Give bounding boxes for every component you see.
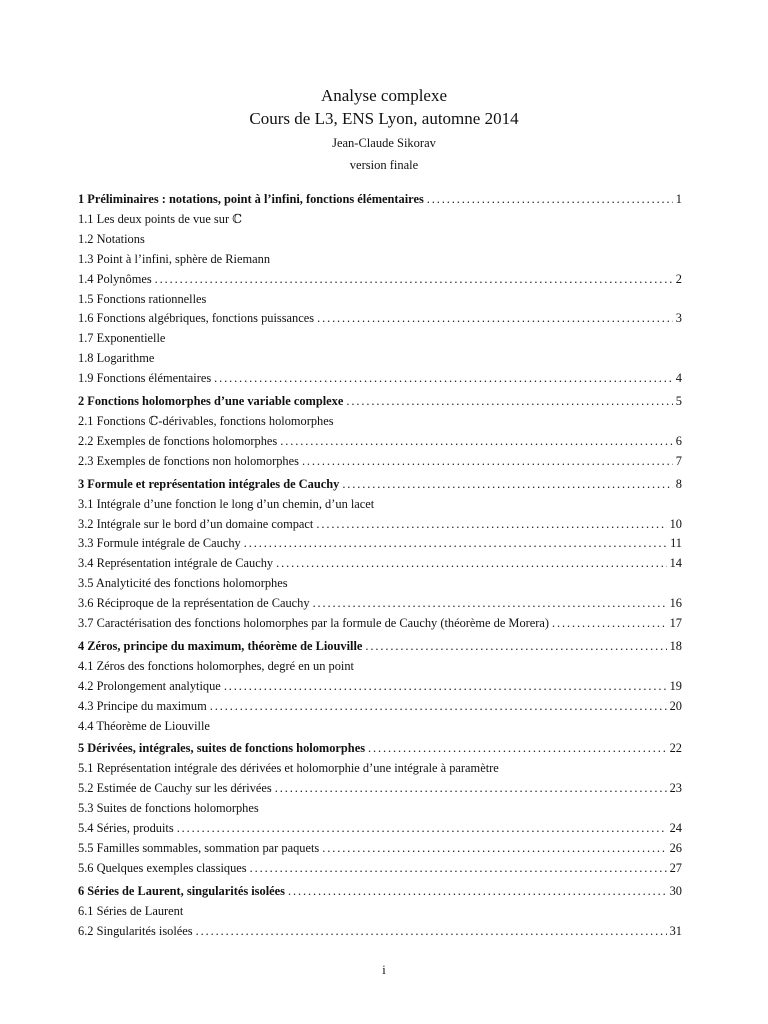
toc-section-entry[interactable] [78,432,682,452]
toc-entry-title: 2.1 Fonctions ℂ-dérivables, fonctions holomorphes [78,413,334,428]
toc-entry-title: 3.2 Intégrale sur le bord d’un domaine compact [78,516,314,531]
toc-leader-dots [275,779,667,799]
toc-section-entry[interactable] [78,717,682,737]
toc-entry-title: 6.1 Séries de Laurent [78,903,184,918]
toc-leader-dots [196,922,667,942]
toc-section-entry[interactable] [78,819,682,839]
toc-entry-title: 1.5 Fonctions rationnelles [78,291,207,306]
toc-section-entry[interactable] [78,677,682,697]
toc-entry-page: 4 [675,371,682,386]
toc-entry-title: 5.2 Estimée de Cauchy sur les dérivées [78,781,272,796]
toc-entry-title: 3.4 Représentation intégrale de Cauchy [78,556,274,571]
toc-entry-title: 1.1 Les deux points de vue sur ℂ [78,211,243,226]
toc-section-entry[interactable] [78,759,682,779]
toc-entry-title: 2.2 Exemples de fonctions holomorphes [78,433,278,448]
toc-section-entry[interactable] [78,495,682,515]
toc-entry-title: 5.4 Séries, produits [78,821,174,836]
toc-leader-dots [214,369,673,389]
version-label: version finale [349,158,419,172]
title-line-1: Analyse complexe [320,86,448,105]
toc-section-entry[interactable] [78,452,682,472]
toc-leader-dots [276,554,667,574]
toc-leader-dots [244,534,667,554]
toc-section-entry[interactable] [78,779,682,799]
toc-entry-title: 3.5 Analyticité des fonctions holomorphes [78,576,288,591]
toc-section-entry[interactable] [78,369,682,389]
toc-leader-dots [322,839,666,859]
toc-entry-title: 5.5 Familles sommables, sommation par paquets [78,841,320,855]
toc-section-entry[interactable] [78,574,682,594]
toc-leader-dots [250,859,667,879]
toc-entry-page: 24 [669,821,682,836]
toc-section-entry[interactable] [78,349,682,369]
toc-leader-dots [316,515,666,535]
toc-section-entry[interactable] [78,657,682,677]
toc-leader-dots [346,392,672,412]
toc-chapter-entry[interactable] [78,475,682,495]
toc-entry-title: 5 Dérivées, intégrales, suites de fonctions holomorphes [78,741,366,756]
toc-chapter-entry[interactable] [78,882,682,902]
toc-section-entry[interactable] [78,594,682,614]
toc-entry-title: 3.1 Intégrale d’une fonction le long d’un chemin, d’un lacet [78,496,375,511]
toc-entry-page: 31 [669,923,682,938]
toc-entry-page: 3 [675,311,682,326]
toc-leader-dots [365,637,666,657]
toc-leader-dots [155,270,673,290]
toc-section-entry[interactable] [78,799,682,819]
toc-entry-page: 27 [669,860,682,875]
toc-chapter-entry[interactable] [78,392,682,412]
toc-chapter-entry[interactable] [78,637,682,657]
toc-entry-title: 5.6 Quelques exemples classiques [78,860,247,875]
toc-leader-dots [224,677,667,697]
toc-entry-title: 1.9 Fonctions élémentaires [78,371,212,386]
toc-entry-title: 5.3 Suites de fonctions holomorphes [78,801,259,816]
toc-entry-title: 4 Zéros, principe du maximum, théorème de Liouville [78,638,363,653]
toc-entry-title: 1.3 Point à l’infini, sphère de Riemann [78,251,271,266]
toc-entry-title: 3.7 Caractérisation des fonctions holomorphes par la formule de Cauchy (théorème de Morera) [78,616,550,631]
toc-entry-page: 22 [669,741,682,756]
toc-leader-dots [177,819,667,839]
toc-section-entry[interactable] [78,859,682,879]
toc-section-entry[interactable] [78,250,682,270]
toc-entry-title: 1.4 Polynômes [78,271,152,286]
toc-entry-page: 7 [675,453,682,468]
table-of-contents [78,190,682,942]
toc-section-entry[interactable] [78,534,682,554]
toc-entry-title: 3.6 Réciproque de la représentation de Cauchy [78,596,310,611]
toc-section-entry[interactable] [78,614,682,634]
title-line-2: Cours de L3, ENS Lyon, automne 2014 [249,109,519,128]
toc-entry-page: 1 [675,192,682,206]
toc-entry-title: 1.2 Notations [78,231,145,246]
toc-entry-page: 14 [669,556,682,571]
toc-section-entry[interactable] [78,290,682,310]
toc-section-entry[interactable] [78,270,682,290]
toc-section-entry[interactable] [78,515,682,535]
toc-leader-dots [317,309,673,329]
toc-entry-title: 2 Fonctions holomorphes d’une variable complexe [78,394,344,409]
toc-entry-title: 1 Préliminaires : notations, point à l’infini, fonctions élémentaires [78,192,424,206]
toc-leader-dots [552,614,667,634]
toc-entry-title: 3 Formule et représentation intégrales de Cauchy [78,476,340,491]
toc-entry-title: 1.6 Fonctions algébriques, fonctions puissances [78,311,315,326]
toc-section-entry[interactable] [78,230,682,250]
toc-entry-title: 4.1 Zéros des fonctions holomorphes, degré en un point [78,658,354,673]
toc-entry-page: 26 [669,841,682,855]
toc-entry-page: 20 [669,698,682,713]
toc-entry-title: 3.3 Formule intégrale de Cauchy [78,536,241,551]
toc-entry-page: 5 [675,394,682,409]
toc-entry-page: 11 [670,536,682,551]
toc-leader-dots [288,882,667,902]
toc-entry-page: 6 [675,433,682,448]
toc-entry-page: 10 [669,516,682,531]
toc-section-entry[interactable] [78,839,682,859]
toc-entry-title: 4.2 Prolongement analytique [78,678,221,693]
toc-section-entry[interactable] [78,210,682,230]
toc-entry-title: 2.3 Exemples de fonctions non holomorphes [78,453,299,468]
toc-leader-dots [313,594,667,614]
toc-entry-title: 6.2 Singularités isolées [78,923,193,938]
toc-entry-page: 23 [669,781,682,796]
toc-section-entry[interactable] [78,697,682,717]
toc-entry-page: 19 [669,678,682,693]
toc-section-entry[interactable] [78,412,682,432]
toc-section-entry[interactable] [78,554,682,574]
toc-leader-dots [280,432,673,452]
toc-entry-page: 18 [669,638,682,653]
toc-section-entry[interactable] [78,902,682,922]
page-number: i [382,963,386,977]
toc-section-entry[interactable] [78,329,682,349]
toc-entry-page: 30 [669,883,682,898]
toc-entry-page: 16 [669,596,682,611]
toc-section-entry[interactable] [78,309,682,329]
toc-entry-page: 17 [669,616,682,631]
toc-entry-page: 2 [675,271,682,286]
toc-chapter-entry[interactable] [78,190,682,210]
toc-leader-dots [427,190,673,210]
author: Jean-Claude Sikorav [332,136,436,150]
title-block [0,84,768,173]
toc-leader-dots [342,475,672,495]
toc-leader-dots [368,739,667,759]
toc-entry-title: 5.1 Représentation intégrale des dérivées et holomorphie d’une intégrale à paramètre [78,761,499,776]
toc-entry-title: 1.7 Exponentielle [78,331,166,346]
toc-entry-title: 4.4 Théorème de Liouville [78,718,210,733]
toc-entry-title: 4.3 Principe du maximum [78,698,207,713]
toc-entry-title: 6 Séries de Laurent, singularités isolées [78,883,285,898]
toc-section-entry[interactable] [78,922,682,942]
toc-leader-dots [210,697,667,717]
toc-chapter-entry[interactable] [78,739,682,759]
toc-leader-dots [302,452,673,472]
toc-entry-title: 1.8 Logarithme [78,351,155,366]
toc-entry-page: 8 [675,476,682,491]
